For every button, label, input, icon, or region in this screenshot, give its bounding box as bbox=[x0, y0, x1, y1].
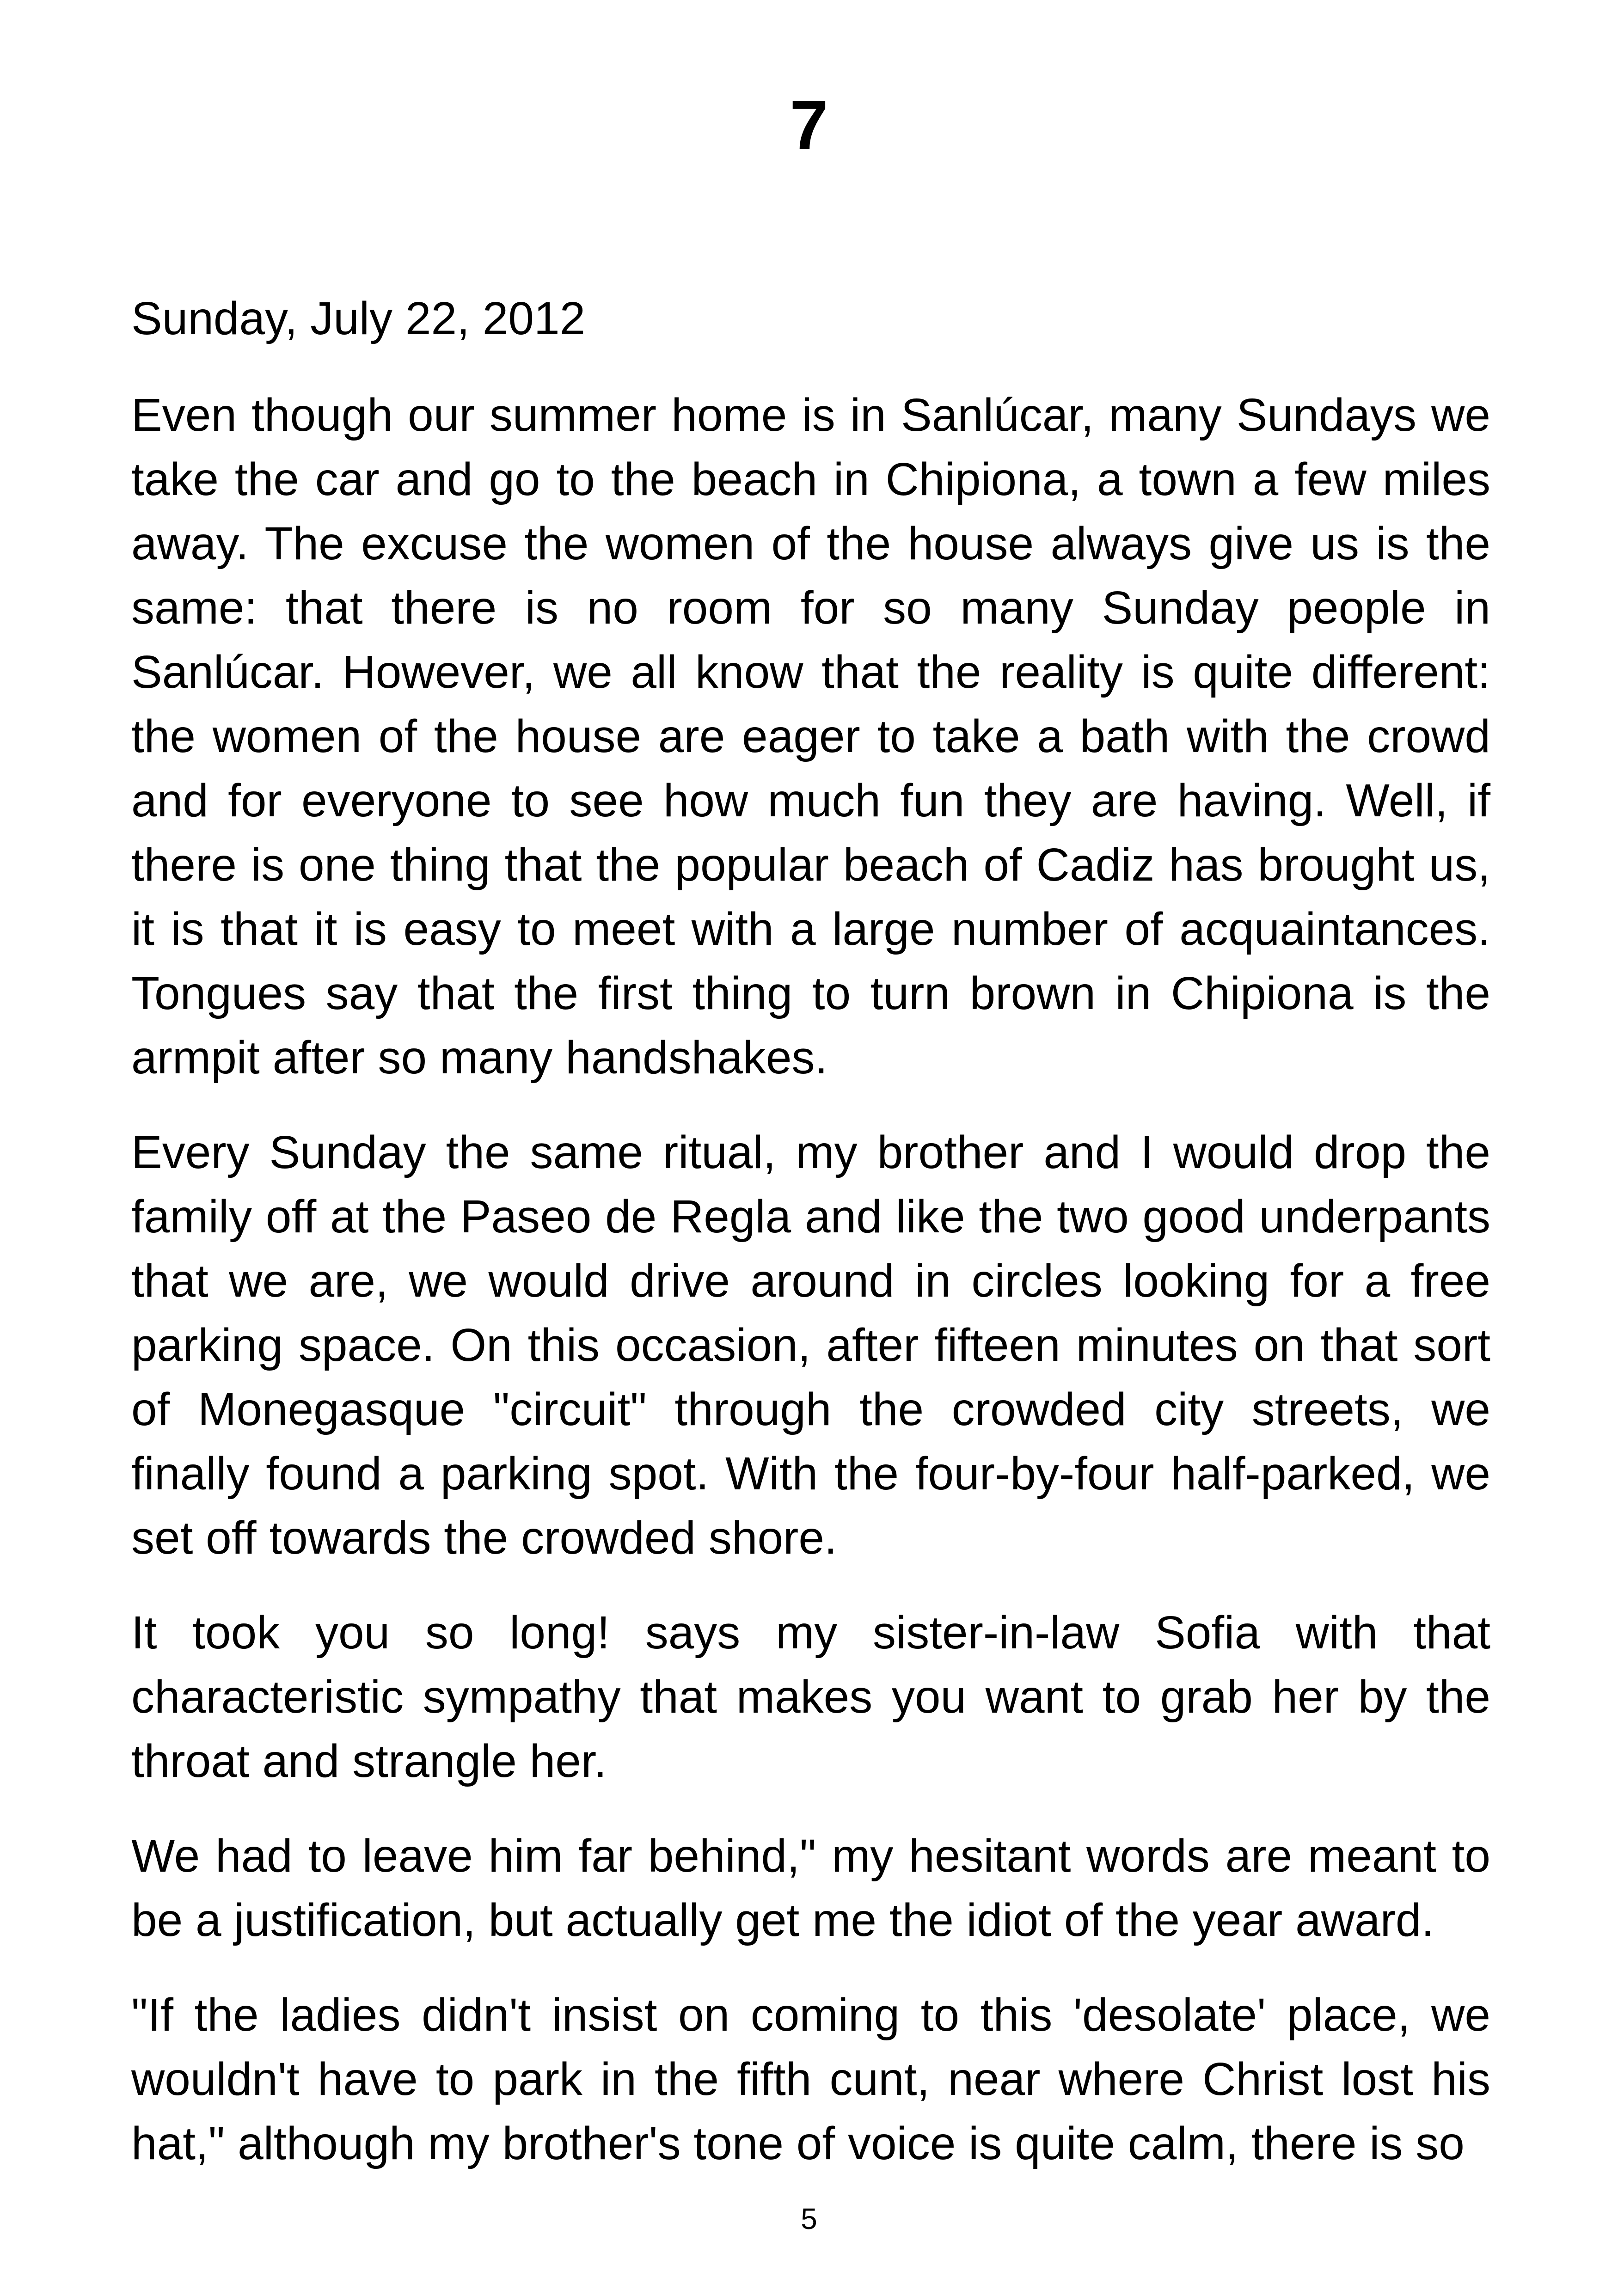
paragraph: We had to leave him far behind," my hesitant words are meant to be a justification, but actually get me the idiot of the year award. bbox=[131, 1830, 1490, 1946]
paragraph: It took you so long! says my sister-in-law Sofia with that characteristic sympathy that makes you want to grab her by the throat and strangle her. bbox=[131, 1607, 1490, 1787]
page-body bbox=[131, 287, 1490, 2206]
chapter-number: 7 bbox=[790, 86, 828, 164]
paragraph: Even though our summer home is in Sanlúcar, many Sundays we take the car and go to the beach in Chipiona, a town a few miles away. The excuse the women of the house always give us is the same: that there is no room for so many Sunday people in Sanlúcar. However, we all know that the reality is quite different: the women of the house are eager to take a bath with the crowd and for everyone to see how much fun they are having. Well, if there is one thing that the popular beach of Cadiz has brought us, it is that it is easy to meet with a large number of acquaintances. Tongues say that the first thing to turn brown in Chipiona is the armpit after so many handshakes. bbox=[131, 389, 1490, 1084]
paragraph: Every Sunday the same ritual, my brother and I would drop the family off at the Paseo de Regla and like the two good underpants that we are, we would drive around in circles looking for a free parking space. On this occasion, after fifteen minutes on that sort of Monegasque "circuit" through the crowded city streets, we finally found a parking spot. With the four-by-four half-parked, we set off towards the crowded shore. bbox=[131, 1127, 1490, 1564]
page-number: 5 bbox=[801, 2202, 817, 2235]
paragraph: "If the ladies didn't insist on coming to this 'desolate' place, we wouldn't have to park in the fifth cunt, near where Christ lost his hat," although my brother's tone of voice is quite calm, there is so bbox=[131, 1989, 1490, 2169]
entry-date: Sunday, July 22, 2012 bbox=[131, 293, 586, 344]
